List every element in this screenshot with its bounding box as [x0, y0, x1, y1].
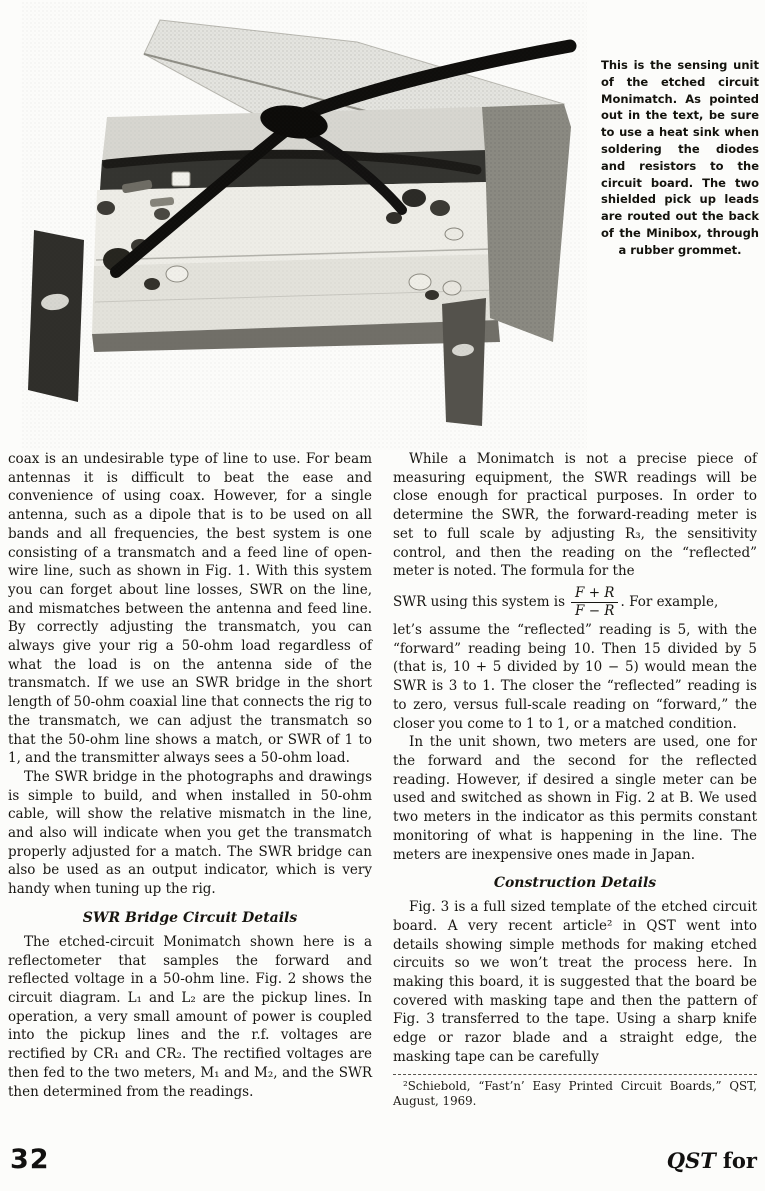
article-body	[8, 450, 757, 1110]
body-paragraph: The SWR bridge in the photographs and drawings is simple to build, and when installed in 50-ohm cable, will show the relative mismatch in the line, and also will indicate when you get the transmatch properly adjusted for a match. The SWR bridge can also be used as an output indicator, which is very handy when tuning up the rig.	[8, 768, 372, 898]
left-column	[8, 450, 372, 1110]
section-heading-construction-details: Construction Details	[493, 875, 657, 892]
formula-text-before: SWR using this system is	[393, 594, 566, 610]
footer-magazine-line	[667, 1148, 757, 1173]
footer-for-word: for	[722, 1148, 757, 1173]
body-paragraph: In the unit shown, two meters are used, one for the forward and the second for the reflected reading. However, if desired a single meter can be used and switched as shown in Fig. 2 at B. We used two meters in the indicator as this permits constant monitoring of what is happening in the line. The meters are inexpensive ones made in Japan.	[393, 734, 757, 863]
photograph-minibox	[22, 2, 587, 450]
body-paragraph: While a Monimatch is not a precise piece of measuring equipment, the SWR readings will be close enough for practical purposes. In order to determine the SWR, the forward-reading meter is set to full scale by adjusting R₃, the sensitivity control, and then the reading on the “reflected” meter is noted. The formula for the	[393, 451, 757, 580]
footer-magazine-title: QST	[666, 1148, 716, 1173]
body-paragraph: coax is an undesirable type of line to use. For beam antennas it is difficult to beat the ease and convenience of using coax. However, for a single antenna, such as a dipole that is to be used on all bands and all frequencies, the best system is one consisting of a transmatch and a feed line of open-wire line, such as shown in Fig. 1. With this system you can forget about line losses, SWR on the line, and mismatches between the antenna and feed line. By correctly adjusting the transmatch, you can always give your rig a 50-ohm load regardless of what the load is on the antenna side of the transmatch. If we use an SWR bridge in the short length of 50-ohm coaxial line that connects the rig to the transmatch, we can adjust the transmatch so that the 50-ohm line shows a match, or SWR of 1 to 1, and the transmitter always sees a 50-ohm load.	[8, 451, 372, 767]
right-column	[393, 450, 757, 1110]
formula-text-after: . For example,	[620, 594, 719, 610]
photo-caption: This is the sensing unit of the etched circuit Monimatch. As pointed out in the text, be sure to use a heat sink when soldering the diodes and resistors to the circuit board. The two shielded pick up leads are routed out the back of the Minibox, through a rubber grommet.	[601, 58, 759, 257]
formula-numerator: F + R	[575, 584, 615, 601]
footnote-reference: ²Schiebold, “Fast’n’ Easy Printed Circuit Boards,” QST, August, 1969.	[393, 1074, 757, 1110]
formula-fraction	[571, 586, 618, 618]
body-paragraph: Fig. 3 is a full sized template of the etched circuit board. A very recent article² in QST went into details showing simple methods for making etched circuits so we won’t treat the process here. In making this board, it is suggested that the board be covered with masking tape and then the pattern of Fig. 3 transferred to the tape. Using a sharp knife edge or razor blade and a straight edge, the masking tape can be carefully	[393, 899, 757, 1065]
page-number: 32	[10, 1144, 50, 1175]
formula-denominator: F − R	[571, 602, 618, 619]
body-paragraph: The etched-circuit Monimatch shown here is a reflectometer that samples the forward and reflected voltage in a 50-ohm line. Fig. 2 shows the circuit diagram. L₁ and L₂ are the pickup lines. In operation, a very small amount of power is coupled into the pickup lines and the r.f. voltages are rectified by CR₁ and CR₂. The rectified voltages are then fed to the two meters, M₁ and M₂, and the SWR then determined from the readings.	[8, 933, 372, 1100]
minibox-photo-illustration	[22, 2, 587, 450]
swr-formula	[393, 586, 757, 618]
body-paragraph: let’s assume the “reflected” reading is 5, with the “forward” reading being 10. Then 15 divided by 5 (that is, 10 + 5 divided by 10 − 5) would mean the SWR is 3 to 1. The closer the “reflected” reading is to zero, versus full-scale reading on “forward,” the closer you come to 1 to 1, or a matched condition.	[393, 622, 757, 732]
section-heading-swr-bridge-circuit-details: SWR Bridge Circuit Details	[82, 909, 298, 926]
